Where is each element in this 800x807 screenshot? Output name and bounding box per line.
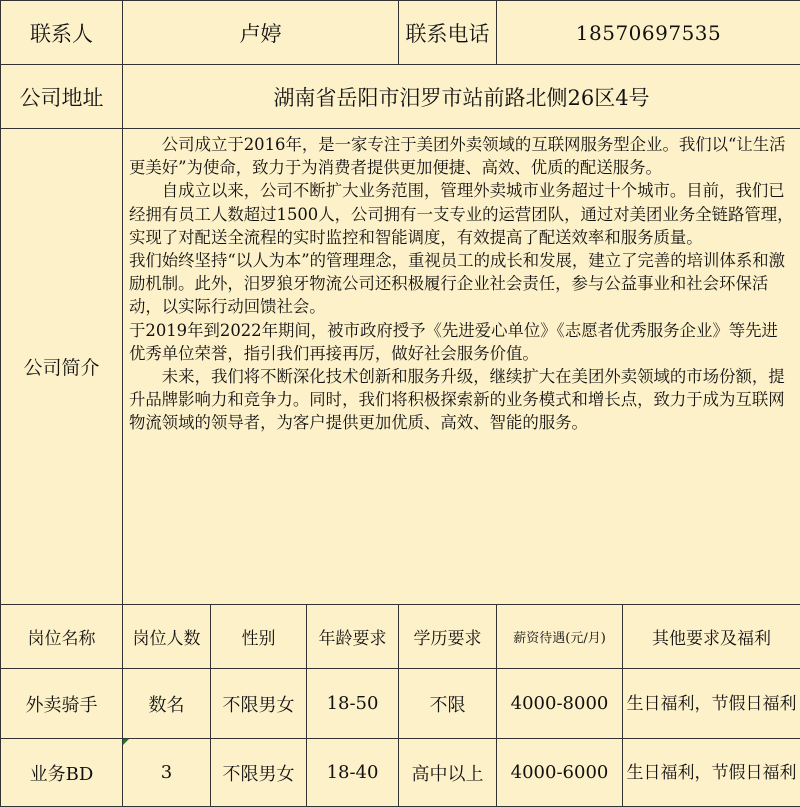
intro-label: 公司简介 — [1, 129, 123, 605]
jobs-header-row — [1, 605, 800, 669]
contact-name: 卢婷 — [123, 1, 399, 65]
intro-row — [1, 129, 800, 605]
job-title: 外卖骑手 — [1, 669, 123, 739]
table-row — [1, 669, 800, 739]
address-row — [1, 65, 800, 129]
job-salary: 4000-6000 — [497, 739, 623, 807]
phone-number: 18570697535 — [497, 1, 800, 65]
job-gender: 不限男女 — [211, 739, 307, 807]
col-header-gender: 性别 — [211, 605, 307, 669]
job-salary: 4000-8000 — [497, 669, 623, 739]
intro-paragraph: 自成立以来，公司不断扩大业务范围，管理外卖城市业务超过十个城市。目前，我们已经拥有员工人数超过1500人，公司拥有一支专业的运营团队，通过对美团业务全链路管理，实现了对配送全流程的实时监控和智能调度，有效提高了配送效率和服务质量。 — [129, 179, 794, 249]
job-count — [123, 739, 211, 807]
job-count: 数名 — [123, 669, 211, 739]
col-header-age: 年龄要求 — [307, 605, 399, 669]
col-header-benefits: 其他要求及福利 — [623, 605, 800, 669]
intro-paragraph: 我们始终坚持“以人为本”的管理理念，重视员工的成长和发展，建立了完善的培训体系和激励机制。此外，汨罗狼牙物流公司还积极履行企业社会责任，参与公益事业和社会环保活动，以实际行动回馈社会。 — [129, 249, 794, 319]
address-value: 湖南省岳阳市汨罗市站前路北侧26区4号 — [123, 65, 800, 129]
job-gender: 不限男女 — [211, 669, 307, 739]
contact-row — [1, 1, 800, 65]
job-age: 18-50 — [307, 669, 399, 739]
intro-paragraph: 公司成立于2016年，是一家专注于美团外卖领域的互联网服务型企业。我们以“让生活更美好”为使命，致力于为消费者提供更加便捷、高效、优质的配送服务。 — [129, 133, 794, 179]
job-count-value: 3 — [161, 762, 172, 783]
phone-label: 联系电话 — [399, 1, 497, 65]
intro-paragraph: 未来，我们将不断深化技术创新和服务升级，继续扩大在美团外卖领域的市场份额，提升品牌影响力和竞争力。同时，我们将积极探索新的业务模式和增长点，致力于成为互联网物流领域的领导者，为客户提供更加优质、高效、智能的服务。 — [129, 365, 794, 435]
intro-paragraph: 于2019年到2022年期间，被市政府授予《先进爱心单位》《志愿者优秀服务企业》等先进优秀单位荣誉，指引我们再接再厉，做好社会服务价值。 — [129, 319, 794, 365]
comment-marker-icon — [123, 739, 129, 745]
col-header-count: 岗位人数 — [123, 605, 211, 669]
col-header-education: 学历要求 — [399, 605, 497, 669]
job-title: 业务BD — [1, 739, 123, 807]
job-benefits: 生日福利，节假日福利 — [623, 739, 800, 807]
address-label: 公司地址 — [1, 65, 123, 129]
company-intro — [123, 129, 800, 605]
job-age: 18-40 — [307, 739, 399, 807]
job-education: 不限 — [399, 669, 497, 739]
contact-label: 联系人 — [1, 1, 123, 65]
col-header-salary: 薪资待遇(元/月) — [497, 605, 623, 669]
job-benefits: 生日福利，节假日福利 — [623, 669, 800, 739]
col-header-title: 岗位名称 — [1, 605, 123, 669]
job-education: 高中以上 — [399, 739, 497, 807]
table-row — [1, 739, 800, 807]
